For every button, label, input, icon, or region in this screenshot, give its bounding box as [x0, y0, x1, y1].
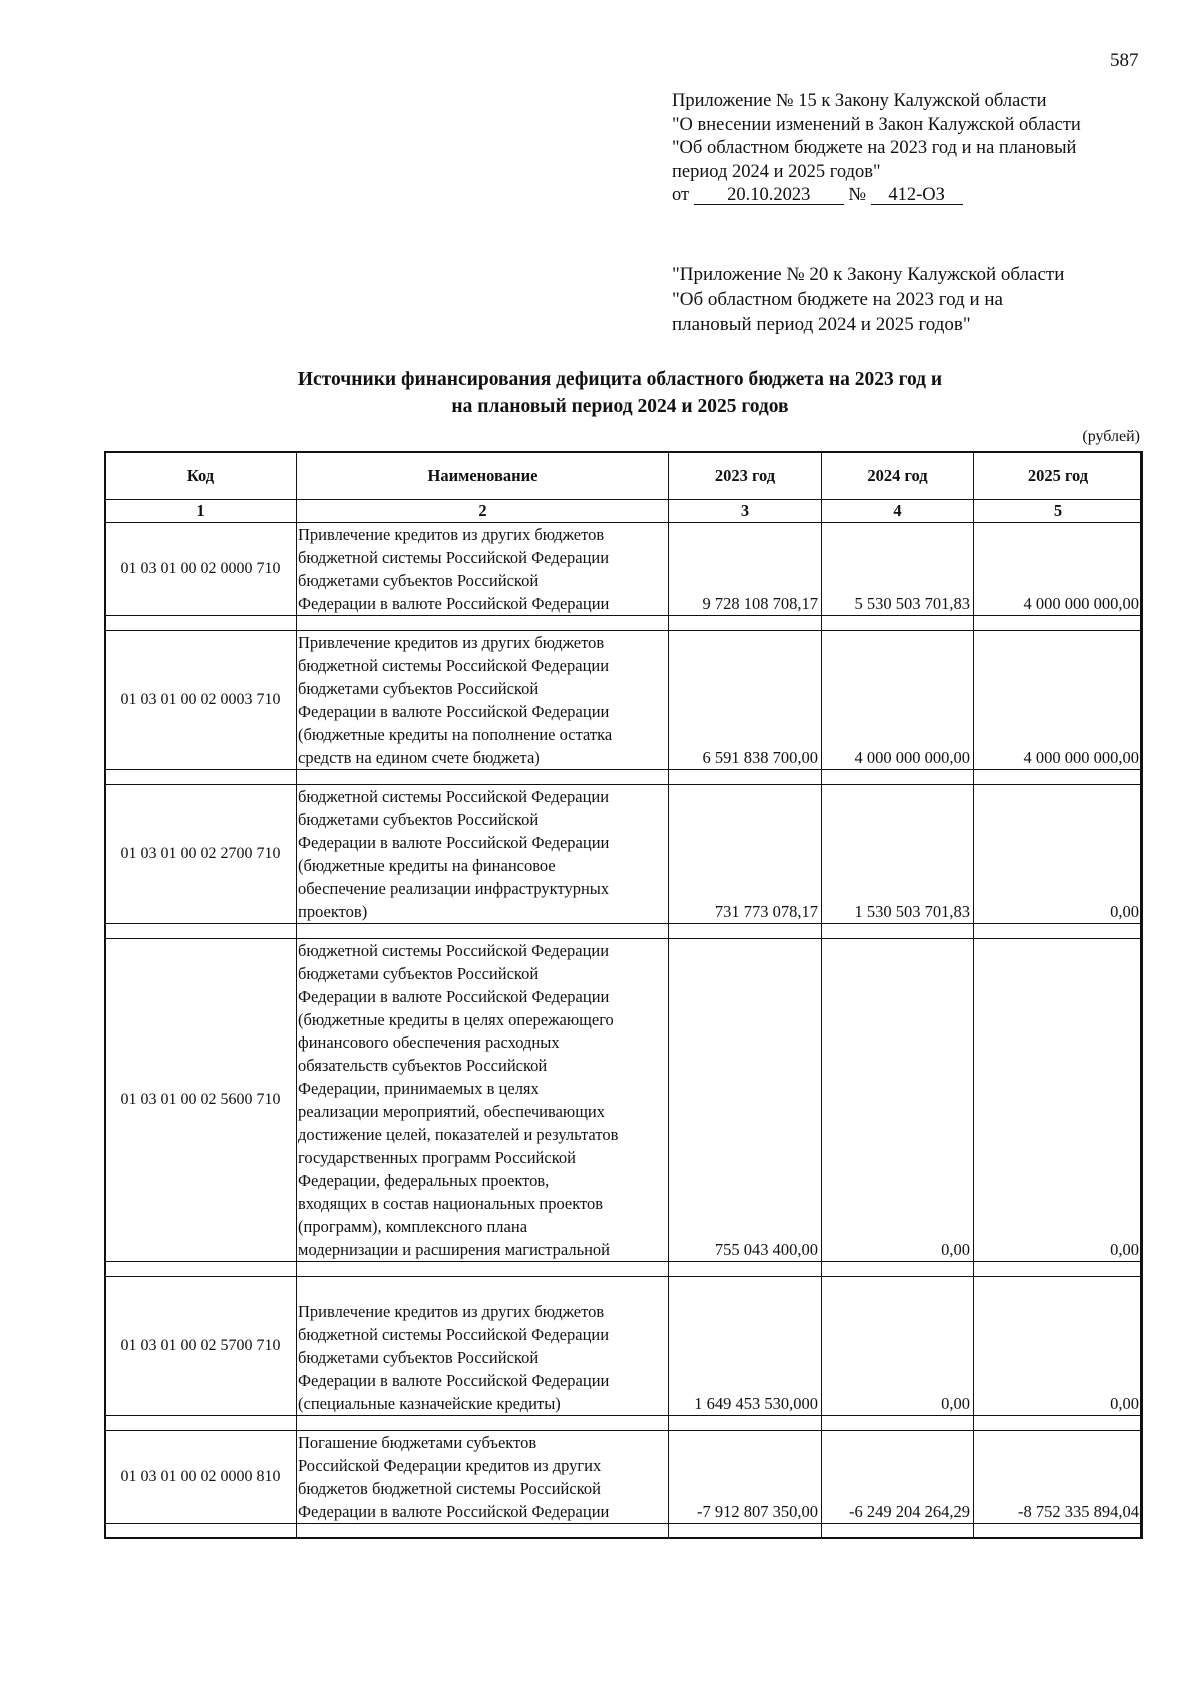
row-code: 01 03 01 00 02 0000 810	[105, 1431, 297, 1524]
amount-2024: 0,00	[822, 1277, 974, 1416]
amount-2024: 4 000 000 000,00	[822, 631, 974, 770]
title-line: Источники финансирования дефицита областного бюджета на 2023 год и	[297, 369, 943, 390]
name-line	[298, 1277, 666, 1300]
column-number-row	[105, 500, 1143, 523]
name-line: достижение целей, показателей и результатов	[298, 1125, 619, 1144]
column-number: 2	[297, 500, 669, 523]
name-line: бюджетами субъектов Российской	[298, 1348, 539, 1367]
row-name	[297, 939, 669, 1262]
row-code: 01 03 01 00 02 0003 710	[105, 631, 297, 770]
separator-row	[105, 924, 1143, 939]
appendix-15-line: "О внесении изменений в Закон Калужской области	[672, 114, 1081, 135]
name-line: (бюджетные кредиты на пополнение остатка	[298, 725, 613, 744]
amount-2023: 755 043 400,00	[669, 939, 822, 1262]
column-number: 4	[822, 500, 974, 523]
name-line: (бюджетные кредиты на финансовое	[298, 856, 556, 875]
law-date-number-line	[672, 184, 1081, 208]
name-line: бюджетной системы Российской Федерации	[298, 548, 610, 567]
name-line: бюджетами субъектов Российской	[298, 964, 539, 983]
row-name	[297, 631, 669, 770]
row-code: 01 03 01 00 02 2700 710	[105, 785, 297, 924]
name-line: бюджетной системы Российской Федерации	[298, 787, 610, 806]
name-line: бюджетной системы Российской Федерации	[298, 656, 610, 675]
appendix-20-line: "Приложение № 20 к Закону Калужской области	[672, 264, 1065, 285]
financing-sources-table	[104, 451, 1143, 1539]
name-line: Федерации в валюте Российской Федерации	[298, 1371, 610, 1390]
column-number: 3	[669, 500, 822, 523]
column-header: 2025 год	[974, 452, 1143, 500]
separator-row	[105, 616, 1143, 631]
name-line: бюджетной системы Российской Федерации	[298, 941, 610, 960]
column-header: 2023 год	[669, 452, 822, 500]
name-line: модернизации и расширения магистральной	[298, 1240, 611, 1259]
name-line: проектов)	[298, 902, 368, 921]
document-title	[0, 366, 1200, 420]
table-row	[105, 631, 1143, 770]
appendix-15-line: "Об областном бюджете на 2023 год и на плановый	[672, 138, 1077, 158]
separator-row	[105, 770, 1143, 785]
amount-2023: 9 728 108 708,17	[669, 523, 822, 616]
table-row	[105, 523, 1143, 616]
separator-row	[105, 1416, 1143, 1431]
units-label: (рублей)	[1082, 428, 1140, 445]
name-line: средств на едином счете бюджета)	[298, 748, 540, 767]
name-line: Привлечение кредитов из других бюджетов	[298, 633, 605, 652]
table-row	[105, 1431, 1143, 1524]
amount-2025: 0,00	[974, 1277, 1143, 1416]
table-row	[105, 785, 1143, 924]
amount-2024: 5 530 503 701,83	[822, 523, 974, 616]
amount-2023: 6 591 838 700,00	[669, 631, 822, 770]
name-line: Погашение бюджетами субъектов	[298, 1433, 537, 1452]
appendix-20-line: "Об областном бюджете на 2023 год и на	[672, 289, 1003, 310]
from-label: от	[672, 185, 690, 205]
column-header: Код	[105, 452, 297, 500]
name-line: (бюджетные кредиты в целях опережающего	[298, 1010, 614, 1029]
row-name	[297, 785, 669, 924]
title-line: на плановый период 2024 и 2025 годов	[451, 396, 789, 417]
column-number: 5	[974, 500, 1143, 523]
amount-2024: 1 530 503 701,83	[822, 785, 974, 924]
name-line: Федерации в валюте Российской Федерации	[298, 987, 610, 1006]
amount-2024: -6 249 204 264,29	[822, 1431, 974, 1524]
appendix-20-header	[672, 262, 1064, 337]
appendix-15-header	[672, 90, 1081, 208]
law-date: 20.10.2023	[694, 186, 844, 205]
number-label: №	[848, 185, 866, 205]
name-line: Привлечение кредитов из других бюджетов	[298, 1302, 605, 1321]
separator-row	[105, 1524, 1143, 1539]
name-line: государственных программ Российской	[298, 1148, 576, 1167]
name-line: бюджетной системы Российской Федерации	[298, 1325, 610, 1344]
page-number: 587	[1110, 50, 1139, 71]
appendix-15-line: Приложение № 15 к Закону Калужской области	[672, 91, 1047, 111]
name-line: Федерации, принимаемых в целях	[298, 1079, 539, 1098]
name-line: (специальные казначейские кредиты)	[298, 1394, 561, 1413]
name-line: бюджетами субъектов Российской	[298, 571, 539, 590]
name-line: реализации мероприятий, обеспечивающих	[298, 1102, 606, 1121]
separator-row	[105, 1262, 1143, 1277]
amount-2024: 0,00	[822, 939, 974, 1262]
row-name	[297, 1431, 669, 1524]
amount-2025: 4 000 000 000,00	[974, 631, 1143, 770]
name-line: обеспечение реализации инфраструктурных	[298, 879, 610, 898]
name-line: бюджетами субъектов Российской	[298, 810, 539, 829]
column-header: Наименование	[297, 452, 669, 500]
table-header-row	[105, 452, 1143, 500]
name-line: Федерации в валюте Российской Федерации	[298, 594, 610, 613]
name-line: входящих в состав национальных проектов	[298, 1194, 604, 1213]
row-code: 01 03 01 00 02 5700 710	[105, 1277, 297, 1416]
law-number: 412-ОЗ	[871, 186, 963, 205]
name-line: (программ), комплексного плана	[298, 1217, 528, 1236]
amount-2023: -7 912 807 350,00	[669, 1431, 822, 1524]
name-line: Федерации в валюте Российской Федерации	[298, 702, 610, 721]
appendix-20-line: плановый период 2024 и 2025 годов"	[672, 314, 971, 335]
amount-2025: 0,00	[974, 939, 1143, 1262]
name-line: Привлечение кредитов из других бюджетов	[298, 525, 605, 544]
row-name	[297, 1277, 669, 1416]
amount-2023: 1 649 453 530,000	[669, 1277, 822, 1416]
amount-2025: 4 000 000 000,00	[974, 523, 1143, 616]
column-number: 1	[105, 500, 297, 523]
name-line: Федерации, федеральных проектов,	[298, 1171, 550, 1190]
name-line: бюджетов бюджетной системы Российской	[298, 1479, 601, 1498]
name-line: обязательств субъектов Российской	[298, 1056, 548, 1075]
row-code: 01 03 01 00 02 0000 710	[105, 523, 297, 616]
name-line: Федерации в валюте Российской Федерации	[298, 833, 610, 852]
name-line: финансового обеспечения расходных	[298, 1033, 560, 1052]
name-line: бюджетами субъектов Российской	[298, 679, 539, 698]
amount-2025: -8 752 335 894,04	[974, 1431, 1143, 1524]
amount-2025: 0,00	[974, 785, 1143, 924]
column-header: 2024 год	[822, 452, 974, 500]
appendix-15-line: период 2024 и 2025 годов"	[672, 161, 881, 182]
table-row	[105, 939, 1143, 1262]
row-code: 01 03 01 00 02 5600 710	[105, 939, 297, 1262]
name-line: Российской Федерации кредитов из других	[298, 1456, 602, 1475]
amount-2023: 731 773 078,17	[669, 785, 822, 924]
name-line: Федерации в валюте Российской Федерации	[298, 1502, 610, 1521]
table-row	[105, 1277, 1143, 1416]
row-name	[297, 523, 669, 616]
